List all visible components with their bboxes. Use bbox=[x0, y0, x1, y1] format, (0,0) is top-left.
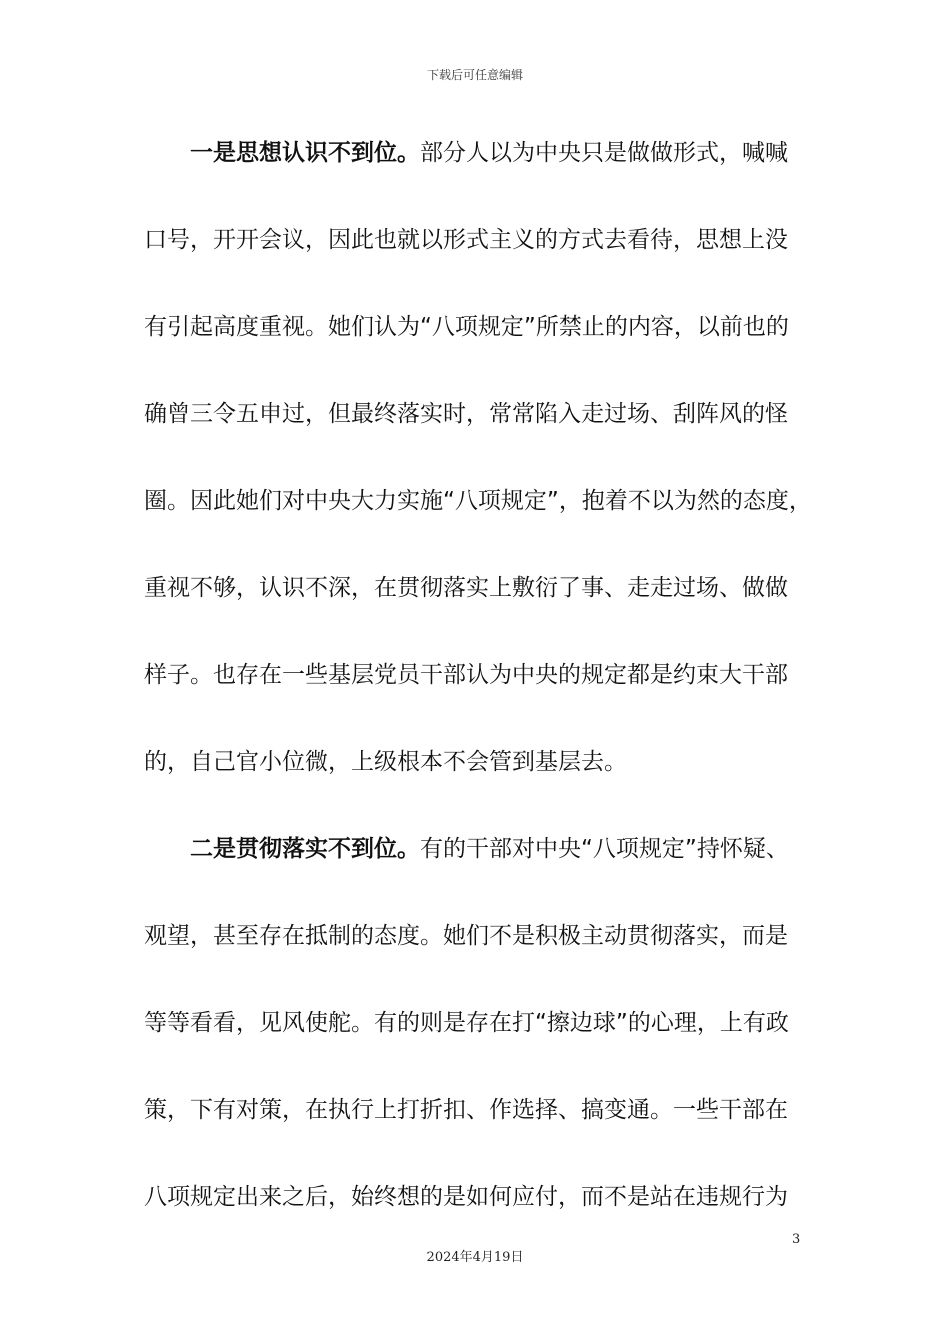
paragraph-lead-bold: 一是思想认识不到位。 bbox=[190, 140, 420, 166]
paragraph-line: 口号，开开会议，因此也就以形式主义的方式去看待，思想上没 bbox=[144, 227, 788, 253]
page-number: 3 bbox=[792, 1232, 801, 1247]
paragraph-line: 确曾三令五申过，但最终落实时，常常陷入走过场、刮阵风的怪 bbox=[144, 401, 788, 427]
paragraph-lead-bold: 二是贯彻落实不到位。 bbox=[190, 836, 420, 862]
paragraph-text: 有的干部对中央“八项规定”持怀疑、 bbox=[420, 836, 789, 862]
paragraph-line: 的，自己官小位微，上级根本不会管到基层去。 bbox=[144, 749, 627, 775]
paragraph-line: 策，下有对策，在执行上打折扣、作选择、搞变通。一些干部在 bbox=[144, 1097, 788, 1123]
document-body bbox=[144, 128, 820, 1259]
paragraph-line: 重视不够，认识不深，在贯彻落实上敷衍了事、走走过场、做做 bbox=[144, 575, 788, 601]
paragraph-line: 样子。也存在一些基层党员干部认为中央的规定都是约束大干部 bbox=[144, 662, 788, 688]
paragraph-line bbox=[144, 128, 820, 215]
paragraph-line: 观望，甚至存在抵制的态度。她们不是积极主动贯彻落实，而是 bbox=[144, 923, 788, 949]
paragraph-line: 圈。因此她们对中央大力实施“八项规定”，抱着不以为然的态度， bbox=[144, 488, 812, 514]
paragraph-line bbox=[144, 824, 820, 911]
page-header: 下载后可任意编辑 bbox=[426, 68, 523, 82]
paragraph-line: 等等看看，见风使舵。有的则是存在打“擦边球”的心理，上有政 bbox=[144, 1010, 789, 1036]
footer-date: 2024年4月19日 bbox=[426, 1250, 524, 1265]
paragraph-text: 部分人以为中央只是做做形式，喊喊 bbox=[420, 140, 788, 166]
paragraph-line: 有引起高度重视。她们认为“八项规定”所禁止的内容，以前也的 bbox=[144, 314, 789, 340]
paragraph-line: 八项规定出来之后，始终想的是如何应付，而不是站在违规行为 bbox=[144, 1184, 788, 1210]
